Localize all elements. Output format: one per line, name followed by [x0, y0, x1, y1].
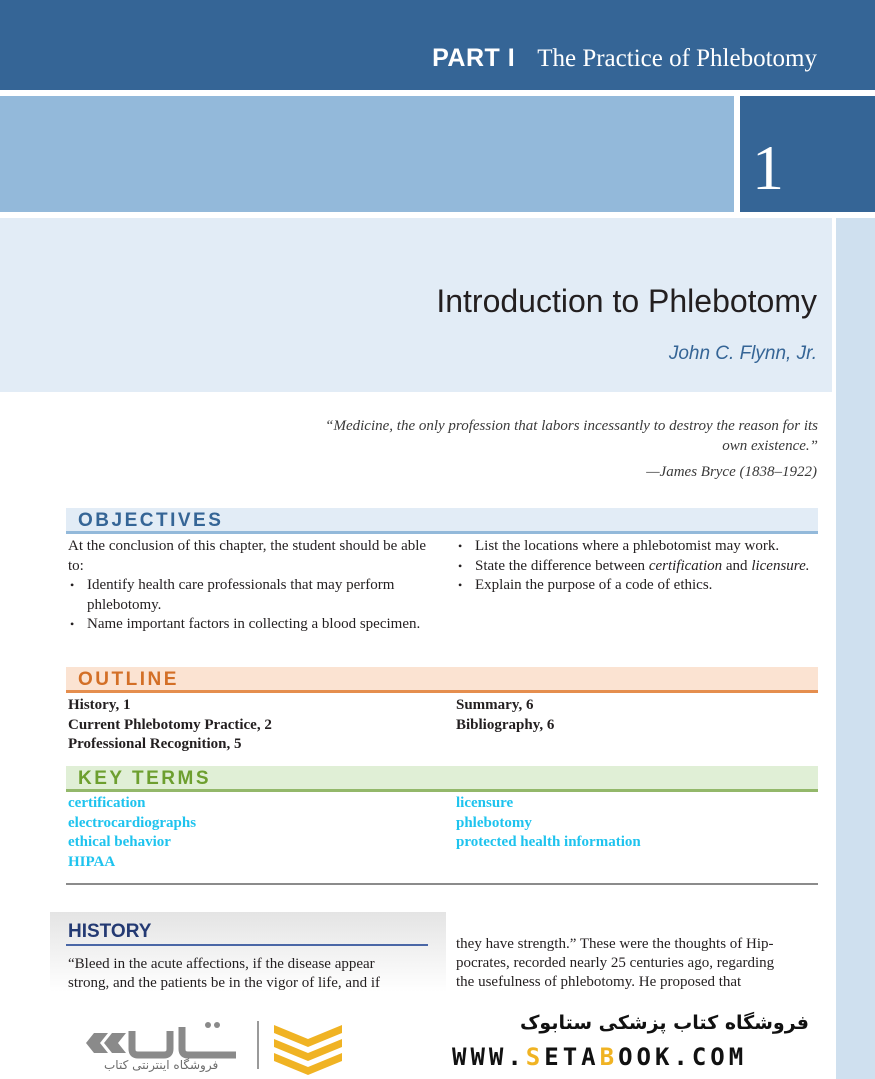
key-term-link[interactable]: protected health information: [456, 834, 641, 850]
outline-right-column: [456, 696, 818, 735]
history-left-text: [68, 955, 430, 993]
objectives-left-column: [68, 537, 430, 635]
history-right-text: [456, 935, 818, 992]
objective-term-certification: certification: [648, 557, 723, 574]
objectives-right-column: [456, 537, 818, 596]
side-strip: [836, 218, 875, 1079]
key-term-link[interactable]: ethical behavior: [68, 834, 171, 850]
key-term-link[interactable]: phlebotomy: [456, 814, 532, 831]
part-label: PART I: [432, 44, 516, 72]
history-line: “Bleed in the acute affections, if the disease appear: [68, 956, 375, 972]
outline-item: Current Phlebotomy Practice, 2: [68, 716, 272, 733]
epigraph-quote: “Medicine, the only profession that labors incessantly to destroy the reason for its own existence.”: [325, 418, 818, 454]
key-term-link[interactable]: electrocardiographs: [68, 814, 197, 831]
chapter-author: John C. Flynn, Jr.: [668, 343, 817, 364]
objective-item: • List the locations where a phlebotomist may work.: [456, 537, 818, 557]
outline-left-column: [68, 696, 430, 755]
history-line: the usefulness of phlebotomy. He proposed that: [456, 974, 742, 990]
url-part: OOK.COM: [618, 1043, 748, 1071]
objective-text: and: [722, 557, 752, 574]
key-terms-left-column: [68, 794, 430, 872]
key-term-link[interactable]: licensure: [456, 795, 514, 811]
part-name: The Practice of Phlebotomy: [537, 45, 817, 72]
objectives-heading: OBJECTIVES: [66, 508, 818, 534]
history-line: strong, and the patients be in the vigor of life, and if: [68, 975, 381, 991]
epigraph-attribution: —James Bryce (1838–1922): [646, 464, 817, 480]
key-term-link[interactable]: HIPAA: [68, 853, 116, 870]
url-part: ETA: [544, 1043, 600, 1071]
objective-text: State the difference between: [475, 557, 649, 574]
chapter-title: Introduction to Phlebotomy: [436, 283, 817, 319]
url-highlight: S: [525, 1043, 545, 1071]
history-rule: [66, 944, 428, 946]
key-term-link[interactable]: certification: [68, 795, 146, 811]
url-part: WWW.: [452, 1043, 526, 1071]
outline-item: Summary, 6: [456, 697, 534, 713]
url-highlight: B: [599, 1043, 619, 1071]
section-divider: [66, 883, 818, 885]
key-terms-right-column: [456, 794, 818, 853]
outline-item: Professional Recognition, 5: [68, 736, 242, 752]
objective-item: • Identify health care professionals that may perform phlebotomy.: [68, 576, 430, 615]
chapter-band: [0, 96, 734, 212]
history-line: pocrates, recorded nearly 25 centuries ago, regarding: [456, 955, 775, 971]
key-terms-heading: KEY TERMS: [66, 766, 818, 792]
objective-term-licensure: licensure.: [751, 557, 810, 574]
store-url-link[interactable]: [452, 1043, 747, 1071]
history-line: they have strength.” These were the thoughts of Hip-: [456, 936, 774, 952]
objectives-left-list: [68, 576, 430, 635]
logo-caption: فروشگاه اینترنتی کتاب: [104, 1058, 219, 1072]
objective-item: • Explain the purpose of a code of ethics.: [456, 576, 818, 596]
chapter-number: 1: [752, 132, 784, 203]
objectives-right-list: [456, 537, 818, 596]
outline-item: History, 1: [68, 697, 131, 713]
history-heading: HISTORY: [68, 921, 152, 942]
store-name: فروشگاه کتاب پزشکی ستابوک: [519, 1012, 809, 1034]
objectives-intro: At the conclusion of this chapter, the student should be able to:: [68, 538, 427, 574]
objective-item: [456, 557, 818, 577]
part-title: [432, 44, 817, 73]
outline-item: Bibliography, 6: [456, 716, 555, 733]
outline-heading: OUTLINE: [66, 667, 818, 693]
objective-item: • Name important factors in collecting a blood specimen.: [68, 615, 430, 635]
